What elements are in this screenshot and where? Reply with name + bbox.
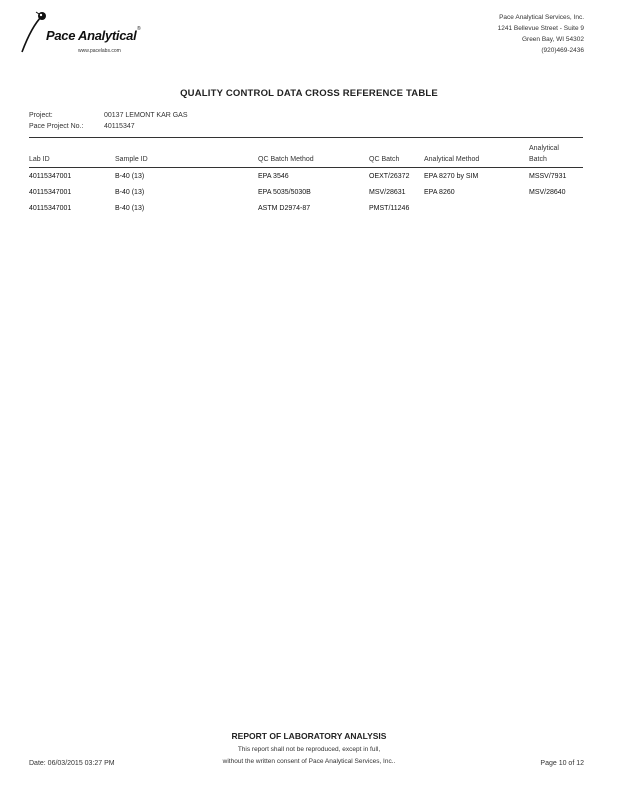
address-line-city: Green Bay, WI 54302 [521,36,584,43]
table-cell-sample-id: B-40 (13) [115,173,145,180]
footer-note-line1: This report shall not be reproduced, except in full, [237,746,381,753]
col-header-analytical-batch-line1: Analytical [529,145,559,152]
logo-url: www.pacelabs.com [78,48,121,54]
table-cell-analytical-method: EPA 8260 [424,189,455,196]
col-header-qc-batch: QC Batch [369,156,400,163]
address-line-phone: (920)469-2436 [541,47,584,54]
table-cell-qc-batch: MSV/28631 [369,189,406,196]
pace-analytical-logo [18,6,141,54]
pace-project-line [29,123,135,130]
header-bottom-rule [29,167,583,168]
page-title: QUALITY CONTROL DATA CROSS REFERENCE TABLE [180,88,438,99]
logo-wordmark: Pace Analytical [46,28,137,43]
footer-title: REPORT OF LABORATORY ANALYSIS [231,731,387,741]
col-header-lab-id: Lab ID [29,156,50,163]
table-cell-analytical-method: EPA 8270 by SIM [424,173,479,180]
col-header-analytical-batch-line2: Batch [529,156,547,163]
lab-address [498,12,584,56]
project-label: Project: [29,112,53,119]
table-cell-qc-batch: OEXT/26372 [369,173,410,180]
project-value: 00137 LEMONT KAR GAS [104,112,188,119]
project-line [29,112,188,119]
table-cell-analytical-batch: MSV/28640 [529,189,566,196]
page-number: Page 10 of 12 [540,760,584,767]
table-cell-qc-batch-method: ASTM D2974-87 [258,205,311,212]
col-header-qc-batch-method: QC Batch Method [258,156,314,163]
table-cell-lab-id: 40115347001 [29,173,72,180]
pace-project-label: Pace Project No.: [29,123,84,130]
report-date: Date: 06/03/2015 03:27 PM [29,760,115,767]
table-cell-lab-id: 40115347001 [29,189,72,196]
table-cell-qc-batch-method: EPA 5035/5030B [258,189,311,196]
address-line-company: Pace Analytical Services, Inc. [499,14,584,21]
table-cell-analytical-batch: MSSV/7931 [529,173,567,180]
table-cell-qc-batch-method: EPA 3546 [258,173,289,180]
table-cell-sample-id: B-40 (13) [115,189,145,196]
logo-trademark: ® [137,26,141,32]
footer-note-line2: without the written consent of Pace Analytical Services, Inc.. [222,758,396,765]
pace-project-value: 40115347 [104,123,135,130]
table-cell-lab-id: 40115347001 [29,205,72,212]
header-top-rule [29,137,583,138]
address-line-street: 1241 Bellevue Street - Suite 9 [497,25,584,32]
table-cell-qc-batch: PMST/11246 [369,205,410,212]
col-header-sample-id: Sample ID [115,156,148,163]
col-header-analytical-method: Analytical Method [424,156,480,163]
table-cell-sample-id: B-40 (13) [115,205,145,212]
